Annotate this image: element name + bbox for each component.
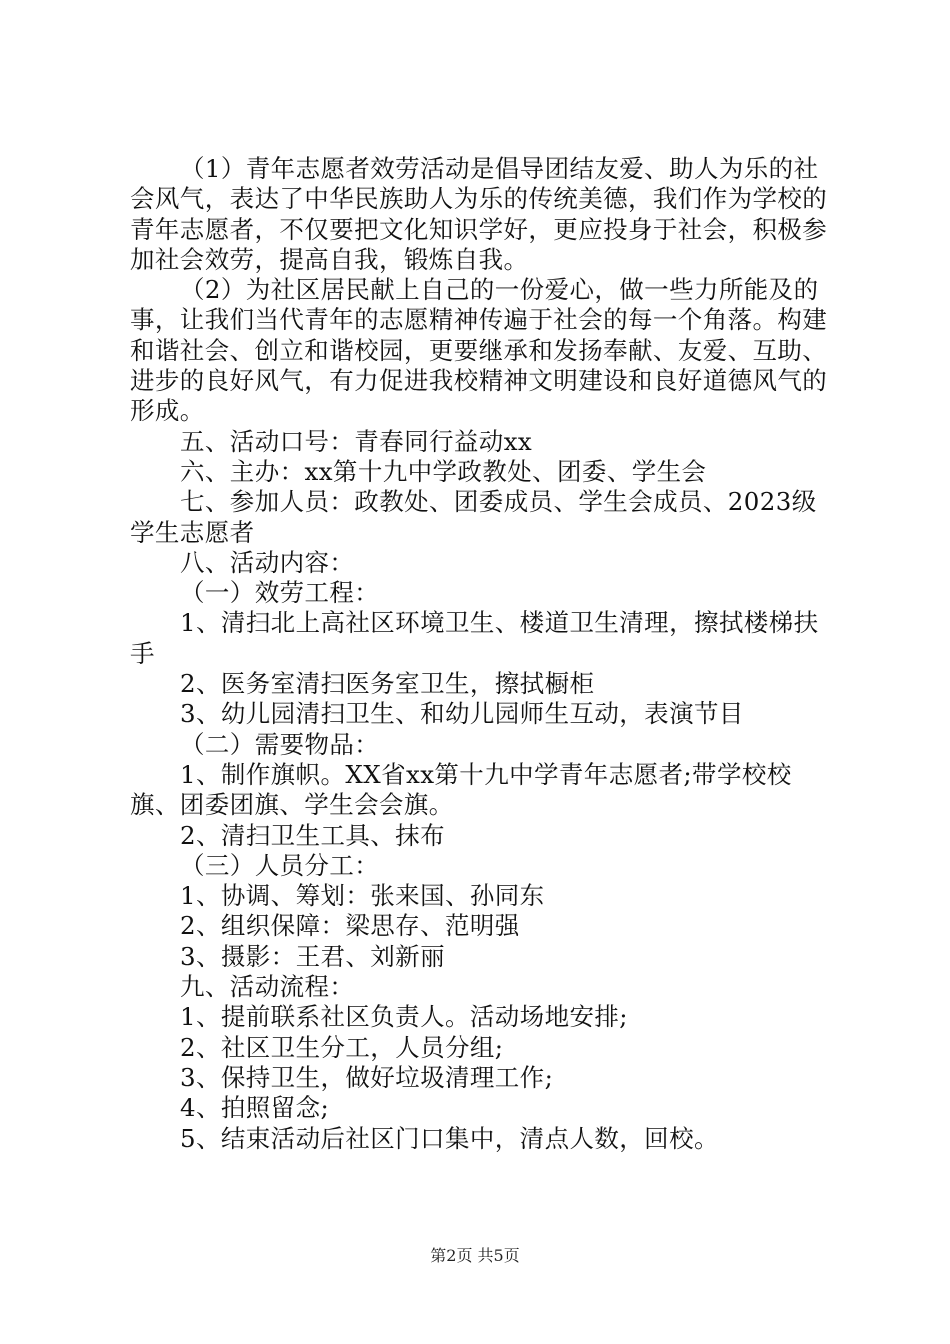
paragraph-participants: 七、参加人员：政教处、团委成员、学生会成员、2023级学生志愿者	[130, 487, 817, 547]
list-item: 2、社区卫生分工，人员分组;	[180, 1032, 504, 1062]
paragraph-slogan: 五、活动口号：青春同行益动xx	[180, 426, 533, 456]
list-item: 5、结束活动后社区门口集中，清点人数，回校。	[180, 1123, 719, 1153]
list-item: 4、拍照留念;	[180, 1093, 330, 1123]
subsection-heading-projects: （一）效劳工程：	[180, 578, 380, 608]
subsection-heading-staffing: （三）人员分工：	[180, 850, 380, 880]
list-item: 3、摄影：王君、刘新丽	[180, 941, 445, 971]
page-number: 第2页 共5页	[430, 1246, 520, 1265]
list-item: 2、清扫卫生工具、抹布	[180, 820, 445, 850]
list-item: 1、提前联系社区负责人。活动场地安排;	[180, 1002, 628, 1032]
list-item: 3、幼儿园清扫卫生、和幼儿园师生互动，表演节目	[180, 699, 744, 729]
section-heading-content: 八、活动内容：	[180, 547, 355, 577]
paragraph-organizer: 六、主办：xx第十九中学政教处、团委、学生会	[180, 456, 707, 486]
section-heading-process: 九、活动流程：	[180, 972, 355, 1002]
subsection-heading-supplies: （二）需要物品：	[180, 729, 380, 759]
list-item: 1、协调、筹划：张来国、孙同东	[180, 881, 545, 911]
list-item: 3、保持卫生，做好垃圾清理工作;	[180, 1062, 554, 1092]
document-body	[130, 154, 835, 1154]
list-item: 1、制作旗帜。XX省xx第十九中学青年志愿者;带学校校旗、团委团旗、学生会会旗。	[130, 759, 792, 820]
list-item: 2、组织保障：梁思存、范明强	[180, 911, 520, 941]
list-item: 1、清扫北上高社区环境卫生、楼道卫生清理，擦拭楼梯扶手	[130, 608, 819, 668]
list-item: 2、医务室清扫医务室卫生，擦拭橱柜	[180, 669, 595, 699]
paragraph-significance-2: （2）为社区居民献上自己的一份爱心，做一些力所能及的事，让我们当代青年的志愿精神传遍于社会的每一个角落。构建和谐社会、创立和谐校园，更要继承和发扬奉献、友爱、互助、进步的良好风气，有力促进我校精神文明建设和良好道德风气的形成。	[130, 275, 828, 426]
paragraph-significance-1: （1）青年志愿者效劳活动是倡导团结友爱、助人为乐的社会风气，表达了中华民族助人为乐的传统美德，我们作为学校的青年志愿者，不仅要把文化知识学好，更应投身于社会，积极参加社会效劳，提高自我，锻炼自我。	[130, 154, 828, 274]
